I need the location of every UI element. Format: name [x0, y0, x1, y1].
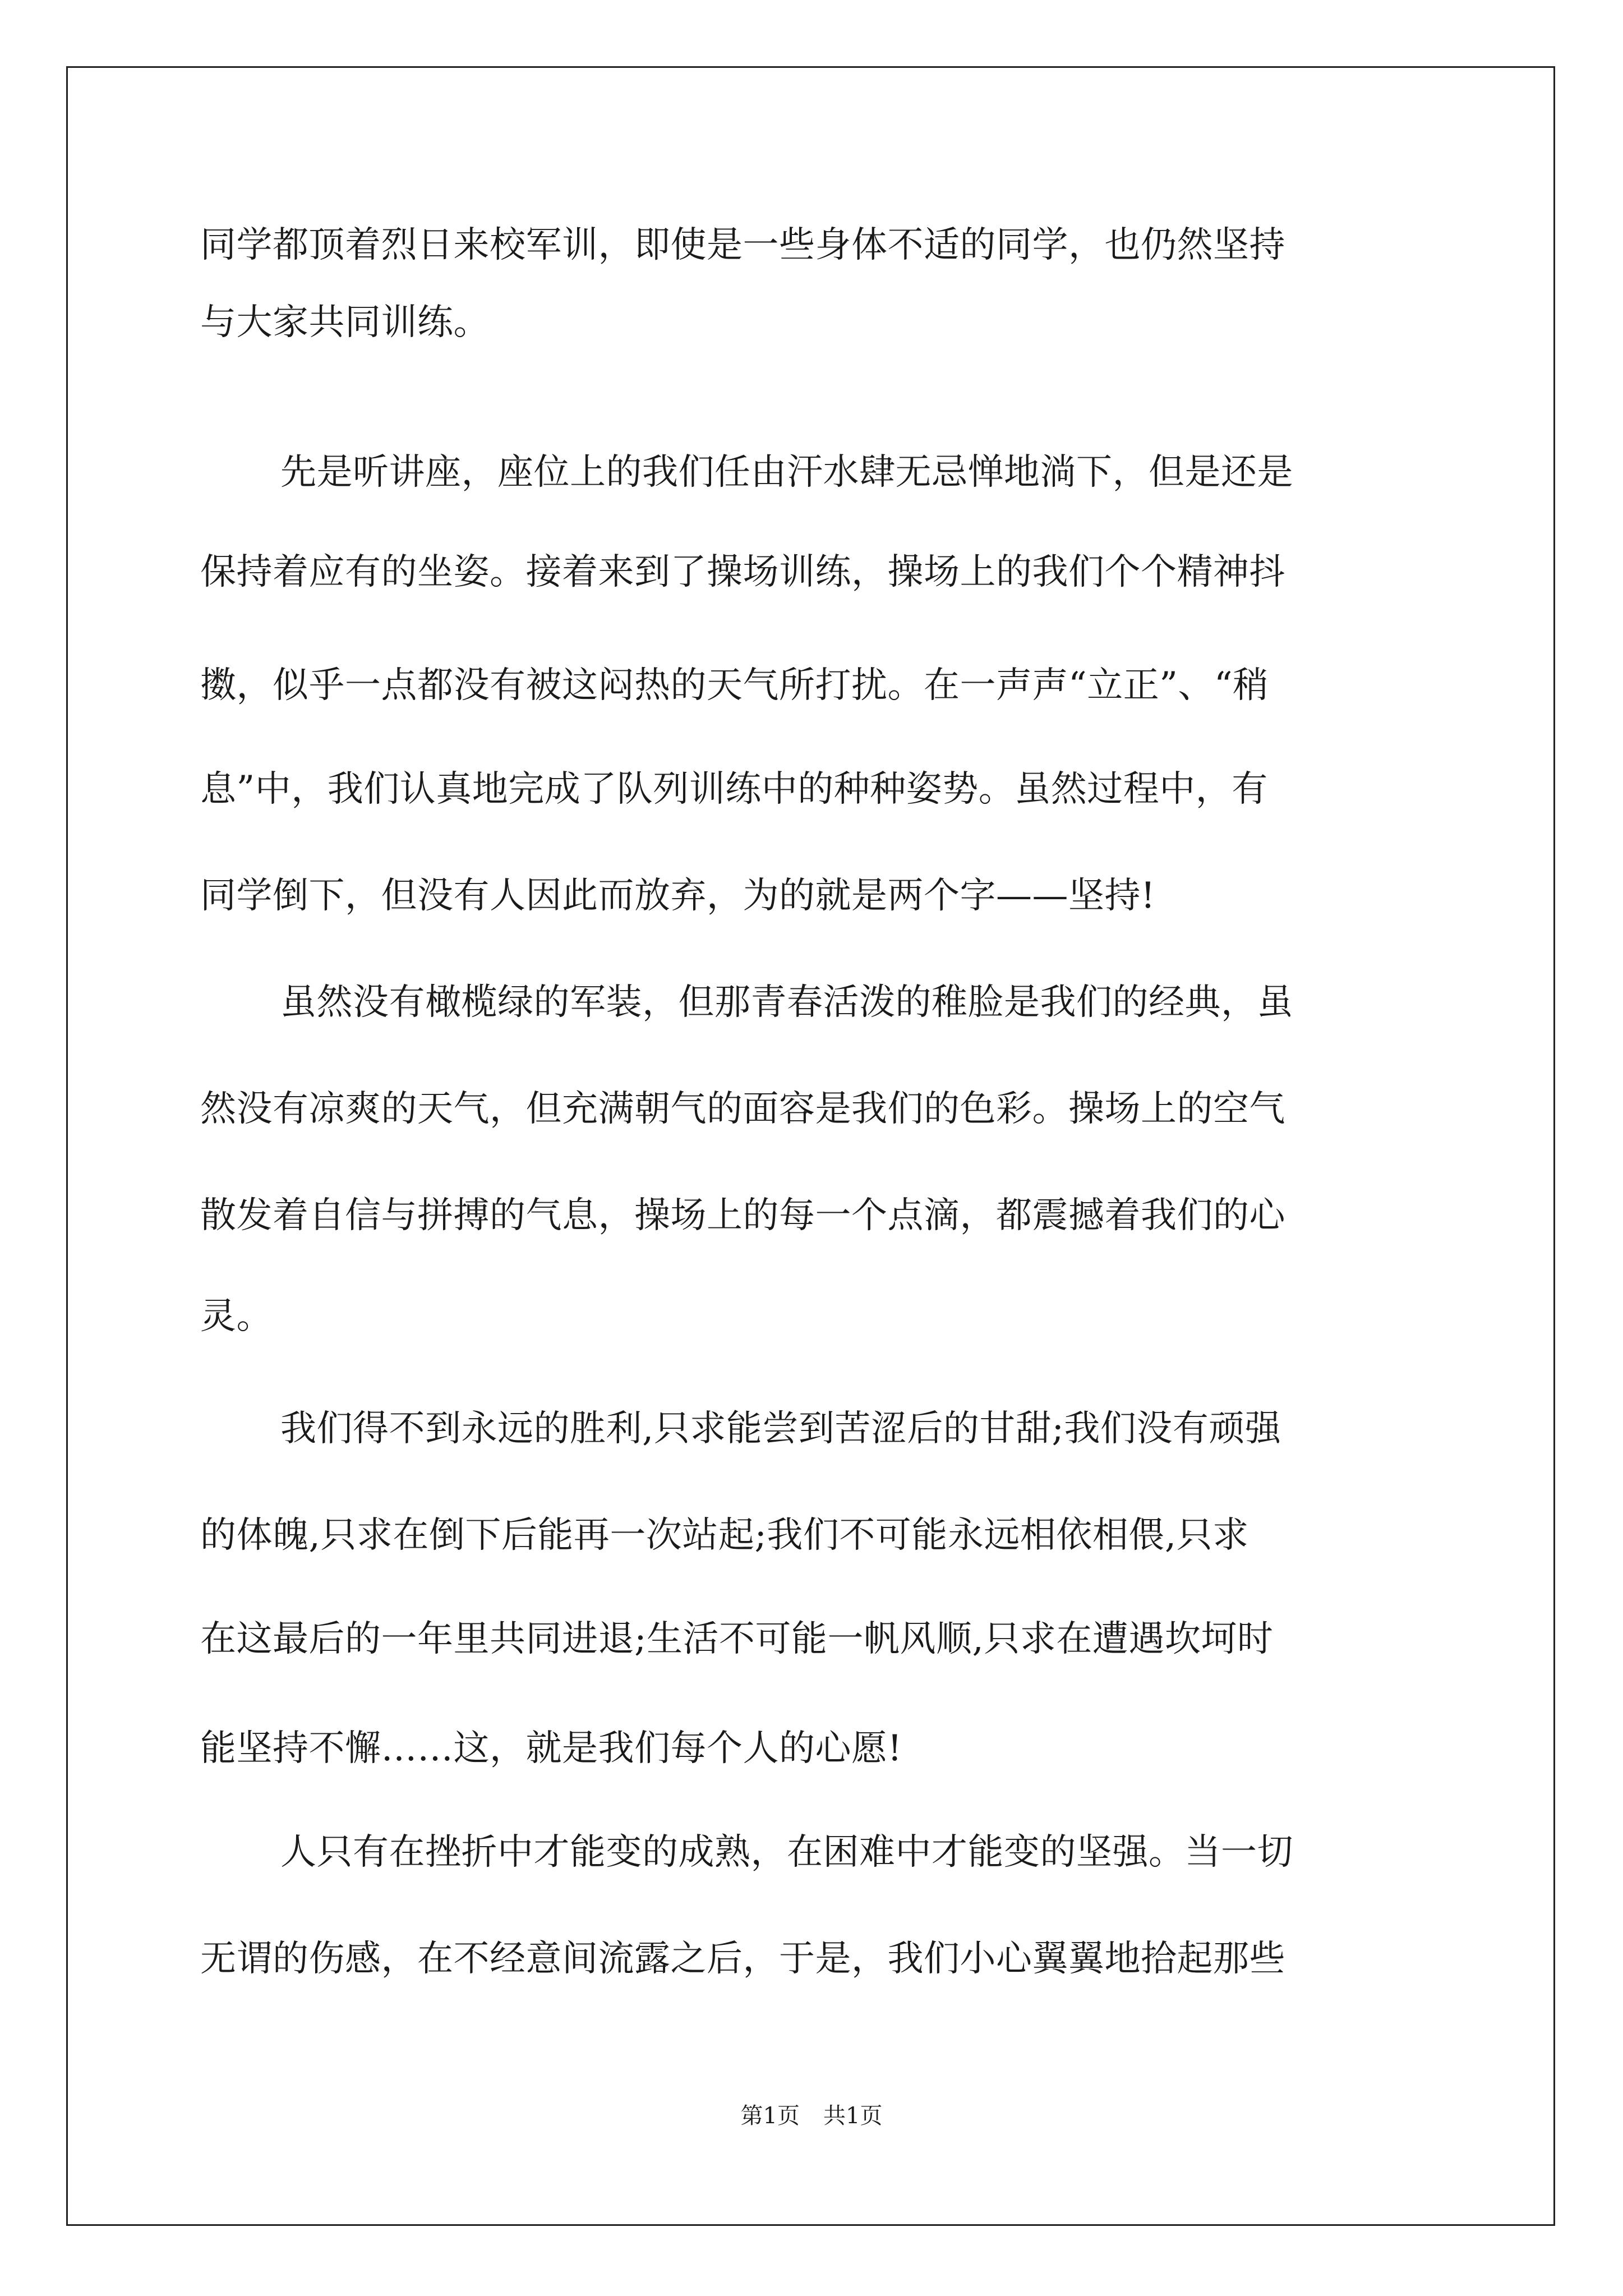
- paragraph-2-line-3: 擞，似乎一点都没有被这闷热的天气所打扰。在一声声“立正”、“稍: [200, 665, 1269, 706]
- paragraph-1-line-1: 同学都顶着烈日来校军训，即使是一些身体不适的同学，也仍然坚持: [200, 224, 1285, 266]
- paragraph-3-line-1: 虽然没有橄榄绿的军装，但那青春活泼的稚脸是我们的经典，虽: [280, 982, 1293, 1023]
- paragraph-4-line-4: 能坚持不懈……这，就是我们每个人的心愿!: [200, 1728, 902, 1769]
- paragraph-1-line-2: 与大家共同训练。: [200, 302, 490, 343]
- page-footer: [0, 2105, 1623, 2127]
- total-pages: 共1页: [823, 2103, 883, 2129]
- paragraph-2-line-4: 息”中，我们认真地完成了队列训练中的种种姿势。虽然过程中，有: [200, 769, 1268, 810]
- paragraph-3-line-2: 然没有凉爽的天气，但充满朝气的面容是我们的色彩。操场上的空气: [200, 1088, 1285, 1130]
- paragraph-5-line-2: 无谓的伤感，在不经意间流露之后，于是，我们小心翼翼地拾起那些: [200, 1938, 1285, 1980]
- paragraph-2-line-5: 同学倒下，但没有人因此而放弃，为的就是两个字——坚持!: [200, 875, 1156, 917]
- page-number: 第1页: [740, 2103, 800, 2129]
- paragraph-2-line-1: 先是听讲座，座位上的我们任由汗水肆无忌惮地淌下，但是还是: [280, 452, 1293, 493]
- paragraph-4-line-1: 我们得不到永远的胜利,只求能尝到苦涩后的甘甜;我们没有顽强: [280, 1408, 1281, 1450]
- paragraph-4-line-2: 的体魄,只求在倒下后能再一次站起;我们不可能永远相依相偎,只求: [200, 1515, 1249, 1556]
- paragraph-3-line-4: 灵。: [200, 1296, 273, 1337]
- paragraph-3-line-3: 散发着自信与拼搏的气息，操场上的每一个点滴，都震撼着我们的心: [200, 1195, 1285, 1236]
- paragraph-5-line-1: 人只有在挫折中才能变的成熟，在困难中才能变的坚强。当一切: [280, 1832, 1293, 1873]
- paragraph-2-line-2: 保持着应有的坐姿。接着来到了操场训练，操场上的我们个个精神抖: [200, 551, 1285, 593]
- paragraph-4-line-3: 在这最后的一年里共同进退;生活不可能一帆风顺,只求在遭遇坎坷时: [200, 1618, 1274, 1660]
